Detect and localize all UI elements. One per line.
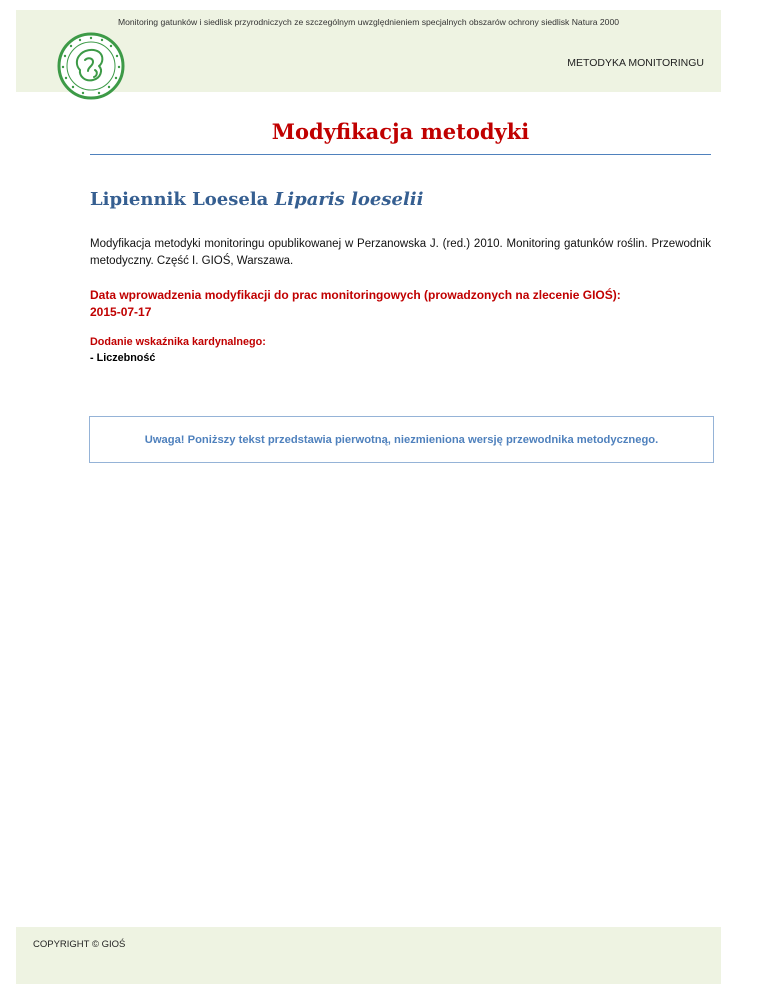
source-note: Modyfikacja metodyki monitoringu opublikowanej w Perzanowska J. (red.) 2010. Monitoring gatunków roślin. Przewodnik metodyczny. Część I. GIOŚ, Warszawa.	[90, 238, 711, 267]
page-header	[16, 10, 721, 92]
page-title: Modyfikacja metodyki	[271, 119, 530, 144]
species-latin-name: Liparis loeselii	[274, 189, 424, 210]
logo	[55, 30, 127, 102]
indicator-label: Dodanie wskaźnika kardynalnego:	[90, 336, 266, 348]
modification-date	[90, 287, 711, 321]
date-label: Data wprowadzenia modyfikacji do prac monitoringowych (prowadzonych na zlecenie GIOŚ):	[90, 288, 621, 302]
indicator-item: - Liczebność	[90, 352, 156, 364]
copyright: COPYRIGHT © GIOŚ	[33, 939, 126, 950]
header-title: Monitoring gatunków i siedlisk przyrodniczych ze szczególnym uwzględnieniem specjalnych obszarów ochrony siedlisk Natura 2000	[117, 17, 620, 27]
title-divider	[90, 154, 711, 155]
section-label: METODYKA MONITORINGU	[567, 57, 704, 69]
page-footer	[16, 927, 721, 984]
notice-text: Uwaga! Poniższy tekst przedstawia pierwotną, niezmieniona wersję przewodnika metodycznego.	[144, 433, 659, 446]
species-common-name: Lipiennik Loesela	[90, 189, 269, 210]
date-value: 2015-07-17	[90, 305, 152, 319]
species-heading	[90, 189, 423, 210]
notice-box	[89, 416, 714, 463]
